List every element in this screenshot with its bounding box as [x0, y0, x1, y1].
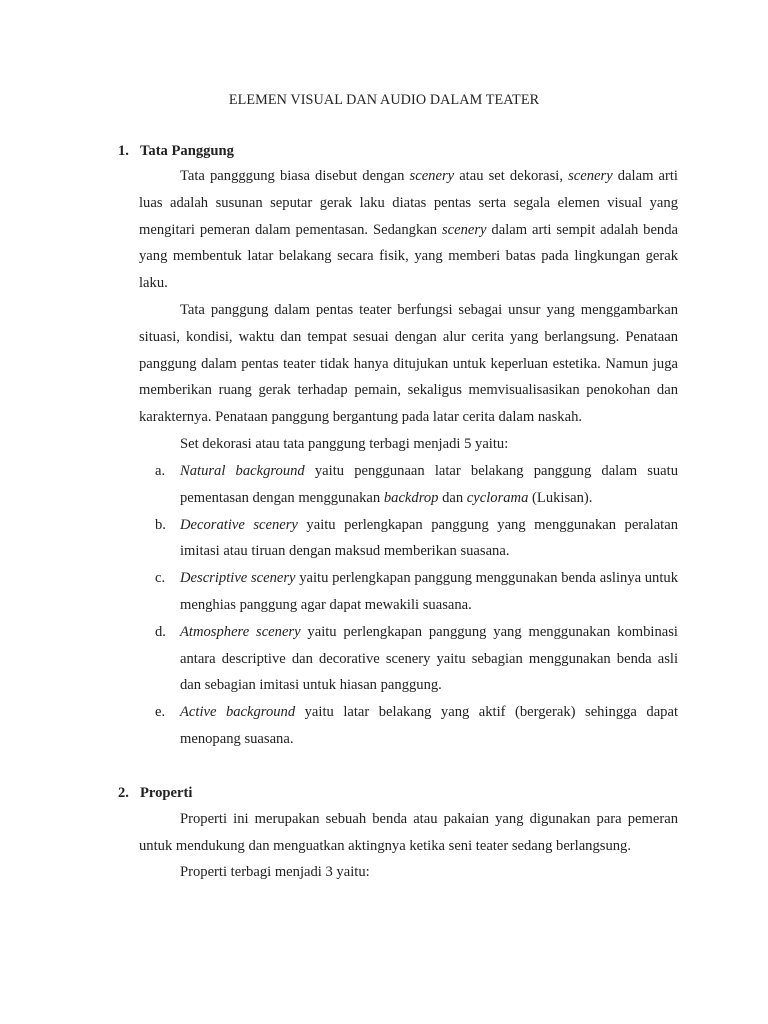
list-item-text: Natural background yaitu penggunaan latar belakang panggung dalam suatu pementasan dengan menggunakan backdrop dan cyclorama (Lukisan). [180, 463, 678, 506]
italic-term: cyclorama [466, 489, 529, 506]
paragraph: Tata pangggung biasa disebut dengan scenery atau set dekorasi, scenery dalam arti luas adalah susunan seputar gerak laku diatas pentas serta segala elemen visual yang mengitari pemeran dalam pementasan. Sedangkan scenery dalam arti sempit adalah benda yang membentuk latar belakang secara fisik, yang memberi batas pada lingkungan gerak laku. [139, 168, 678, 292]
italic-term: Descriptive scenery [180, 570, 296, 587]
list-item [155, 458, 678, 512]
italic-term: scenery [568, 168, 613, 184]
list-item-text: Active background yaitu latar belakang yang aktif (bergerak) sehingga dapat menopang suasana. [180, 704, 679, 747]
italic-term: scenery [441, 221, 487, 238]
section-number: 1. [118, 143, 129, 159]
list-marker: c. [155, 570, 166, 587]
italic-term: Atmosphere scenery [180, 623, 301, 640]
document-title: ELEMEN VISUAL DAN AUDIO DALAM TEATER [228, 92, 540, 108]
paragraph: Properti terbagi menjadi 3 yaitu: [180, 864, 370, 880]
list-marker: b. [155, 516, 166, 533]
italic-term: backdrop [383, 489, 439, 506]
italic-term: Natural background [180, 463, 305, 479]
section-title: Properti [140, 785, 193, 801]
section-heading-properti [118, 785, 192, 802]
paragraph: Tata panggung dalam pentas teater berfungsi sebagai unsur yang menggambarkan situasi, kondisi, waktu dan tempat sesuai dengan alur cerita yang berlangsung. Penataan panggung dalam pentas teater tidak hanya ditujukan untuk keperluan estetika. Namun juga memberikan ruang gerak terhadap pemain, sekaligus memvisualisasikan penokohan dan karakternya. Penataan panggung bergantung pada latar cerita dalam naskah. [139, 302, 678, 426]
list-item [155, 699, 678, 753]
section-heading-tata-panggung [118, 143, 234, 160]
list-item [155, 619, 678, 699]
section-title: Tata Panggung [140, 143, 234, 159]
italic-term: Decorative scenery [180, 516, 298, 533]
italic-term: scenery [409, 168, 455, 184]
italic-term: Active background [180, 704, 296, 721]
list-item-text: Atmosphere scenery yaitu perlengkapan panggung yang menggunakan kombinasi antara descriptive dan decorative scenery yaitu sebagian menggunakan benda asli dan sebagian imitasi untuk hiasan panggung. [180, 623, 678, 694]
list-marker: d. [155, 623, 166, 640]
list-item [155, 512, 678, 566]
list-marker: a. [155, 463, 166, 479]
list-item-text: Descriptive scenery yaitu perlengkapan panggung menggunakan benda aslinya untuk menghias panggung agar dapat mewakili suasana. [180, 570, 678, 613]
paragraph: Set dekorasi atau tata panggung terbagi menjadi 5 yaitu: [180, 436, 509, 452]
scenery-type-list [155, 458, 678, 753]
list-item-text: Decorative scenery yaitu perlengkapan panggung yang menggunakan peralatan imitasi atau tiruan dengan maksud memberikan suasana. [180, 516, 678, 560]
paragraph: Properti ini merupakan sebuah benda atau pakaian yang digunakan para pemeran untuk mendukung dan menguatkan aktingnya ketika seni teater sedang berlangsung. [139, 811, 678, 854]
list-item [155, 565, 678, 619]
section-number: 2. [118, 785, 129, 801]
list-marker: e. [155, 704, 166, 721]
